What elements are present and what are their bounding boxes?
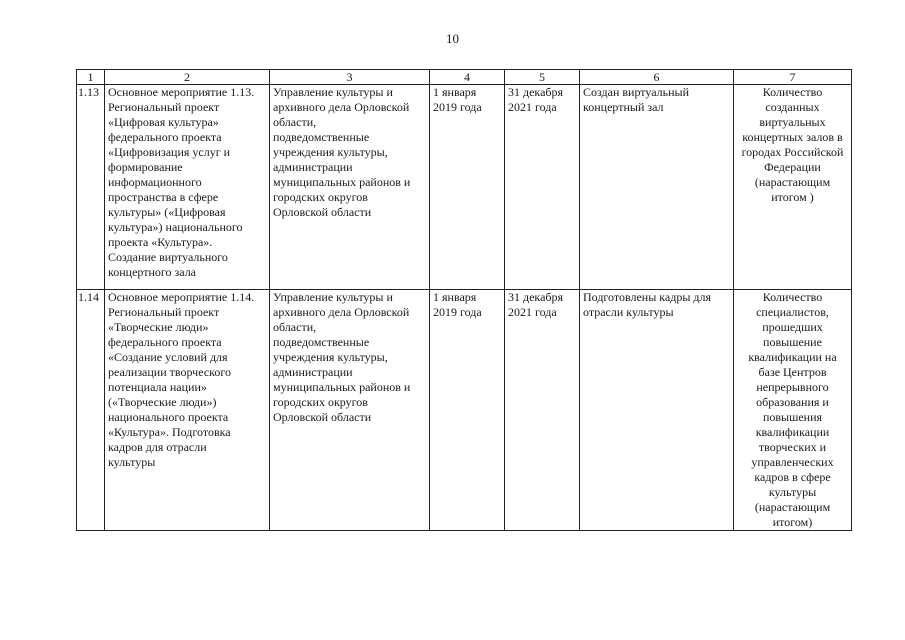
row-number: 1.13	[77, 85, 105, 290]
column-header-1: 1	[77, 70, 105, 85]
column-header-7: 7	[734, 70, 852, 85]
page-number: 10	[446, 31, 459, 46]
result-cell: Создан виртуальный концертный зал	[580, 85, 734, 290]
start-date-cell: 1 января 2019 года	[430, 290, 505, 531]
column-header-5: 5	[505, 70, 580, 85]
header-row	[77, 70, 852, 85]
table-row	[77, 85, 852, 290]
column-header-4: 4	[430, 70, 505, 85]
executor-cell: Управление культуры и архивного дела Орловской области, подведомственные учреждения культуры, администрации муниципальных районов и городских округов Орловской области	[270, 290, 430, 531]
indicator-cell: Количество созданных виртуальных концертных залов в городах Российской Федерации (нарастающим итогом )	[734, 85, 852, 290]
row-number: 1.14	[77, 290, 105, 531]
executor-cell: Управление культуры и архивного дела Орловской области, подведомственные учреждения культуры, администрации муниципальных районов и городских округов Орловской области	[270, 85, 430, 290]
end-date-cell: 31 декабря 2021 года	[505, 85, 580, 290]
start-date-cell: 1 января 2019 года	[430, 85, 505, 290]
activity-cell: Основное мероприятие 1.13. Региональный проект «Цифровая культура» федерального проекта «Цифровизация услуг и формирование информационного пространства в сфере культуры» («Цифровая культура») национального проекта «Культура». Создание виртуального концертного зала	[105, 85, 270, 290]
table-row	[77, 290, 852, 531]
end-date-cell: 31 декабря 2021 года	[505, 290, 580, 531]
result-cell: Подготовлены кадры для отрасли культуры	[580, 290, 734, 531]
activities-table	[76, 69, 852, 531]
activity-cell: Основное мероприятие 1.14. Региональный проект «Творческие люди» федерального проекта «Создание условий для реализации творческого потенциала нации» («Творческие люди») национального проекта «Культура». Подготовка кадров для отрасли культуры	[105, 290, 270, 531]
column-header-2: 2	[105, 70, 270, 85]
column-header-6: 6	[580, 70, 734, 85]
indicator-cell: Количество специалистов, прошедших повышение квалификации на базе Центров непрерывного образования и повышения квалификации творческих и управленческих кадров в сфере культуры (нарастающим итогом)	[734, 290, 852, 531]
column-header-3: 3	[270, 70, 430, 85]
